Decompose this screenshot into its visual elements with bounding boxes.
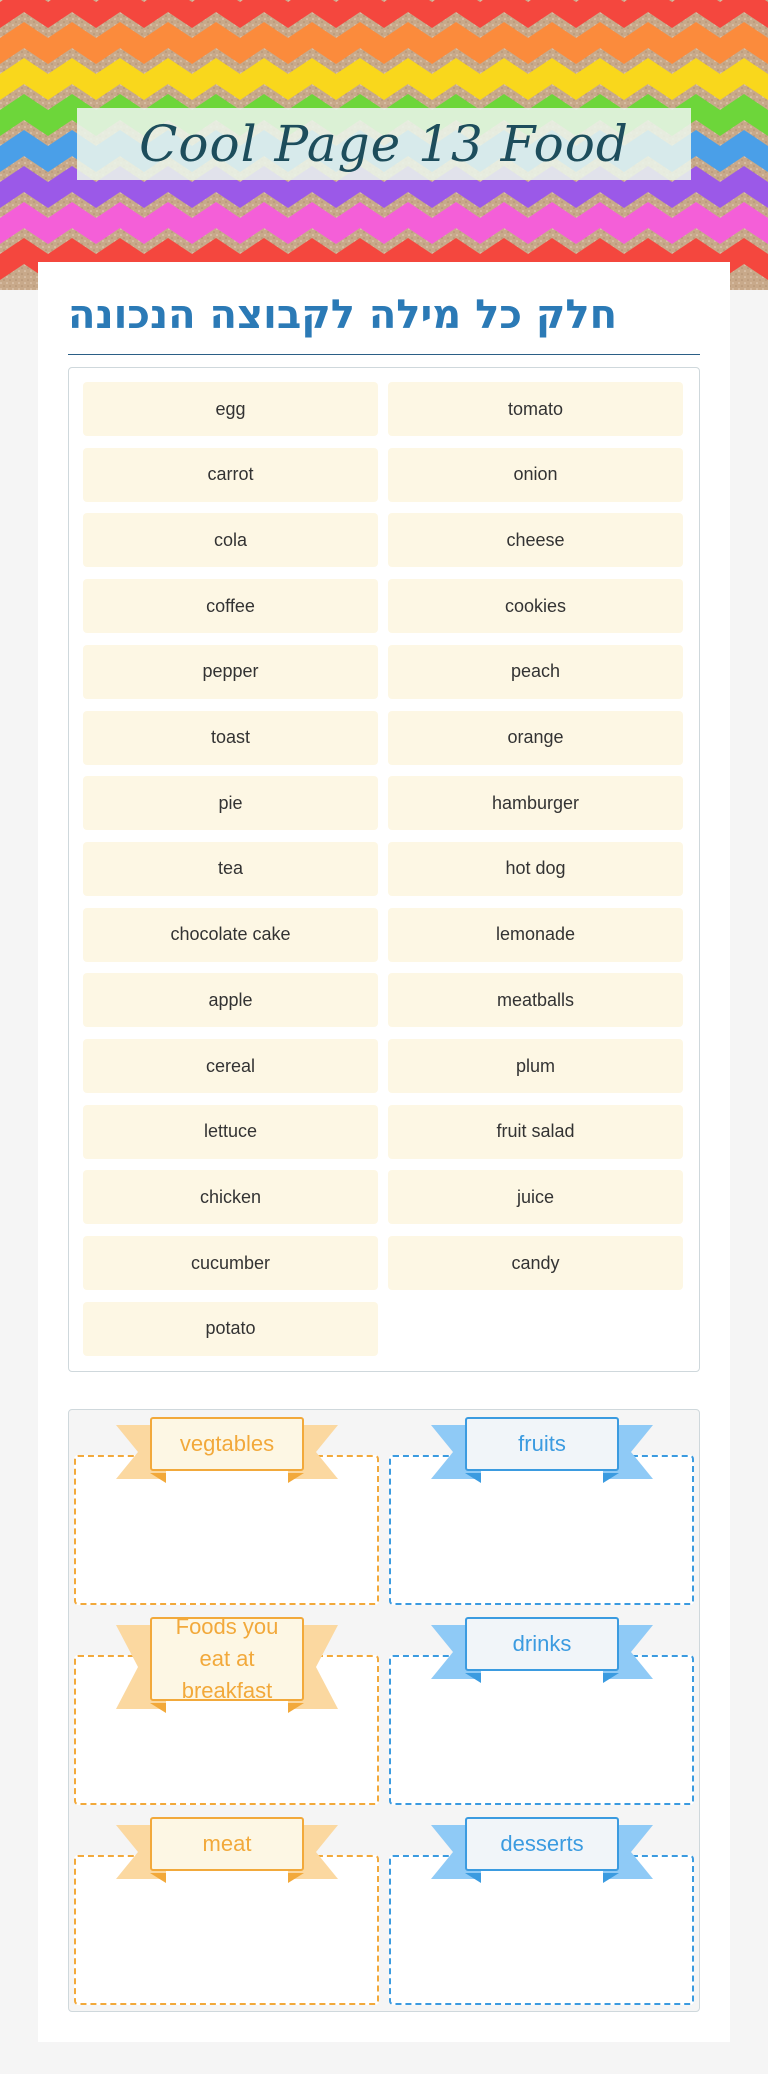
draggable-word[interactable]: meatballs bbox=[388, 973, 683, 1027]
group-label: drinks bbox=[465, 1617, 619, 1671]
draggable-word[interactable]: coffee bbox=[83, 579, 378, 633]
group-ribbon bbox=[431, 1617, 653, 1683]
draggable-word[interactable]: hot dog bbox=[388, 842, 683, 896]
group-ribbon bbox=[116, 1817, 338, 1883]
group-ribbon bbox=[431, 1817, 653, 1883]
draggable-word[interactable]: cereal bbox=[83, 1039, 378, 1093]
draggable-word[interactable]: onion bbox=[388, 448, 683, 502]
draggable-word[interactable]: lettuce bbox=[83, 1105, 378, 1159]
draggable-word[interactable]: tomato bbox=[388, 382, 683, 436]
group-ribbon bbox=[431, 1417, 653, 1483]
group-label: fruits bbox=[465, 1417, 619, 1471]
draggable-word[interactable]: orange bbox=[388, 711, 683, 765]
draggable-word[interactable]: tea bbox=[83, 842, 378, 896]
group-label: meat bbox=[150, 1817, 304, 1871]
draggable-word[interactable]: cookies bbox=[388, 579, 683, 633]
draggable-word[interactable]: hamburger bbox=[388, 776, 683, 830]
title-box bbox=[77, 108, 691, 180]
draggable-word[interactable]: apple bbox=[83, 973, 378, 1027]
word-bank bbox=[68, 367, 700, 1372]
draggable-word[interactable]: cheese bbox=[388, 513, 683, 567]
groups-area bbox=[68, 1409, 700, 2012]
group-label: Foods you eat at breakfast bbox=[150, 1617, 304, 1701]
draggable-word[interactable]: cucumber bbox=[83, 1236, 378, 1290]
draggable-word[interactable]: candy bbox=[388, 1236, 683, 1290]
group-label: vegtables bbox=[150, 1417, 304, 1471]
question-text: חלק כל מילה לקבוצה הנכונה bbox=[68, 292, 618, 338]
question-heading bbox=[68, 292, 700, 355]
draggable-word[interactable]: peach bbox=[388, 645, 683, 699]
draggable-word[interactable]: chicken bbox=[83, 1170, 378, 1224]
draggable-word[interactable]: toast bbox=[83, 711, 378, 765]
draggable-word[interactable]: chocolate cake bbox=[83, 908, 378, 962]
group-label: desserts bbox=[465, 1817, 619, 1871]
draggable-word[interactable]: carrot bbox=[83, 448, 378, 502]
worksheet-card bbox=[38, 262, 730, 2042]
draggable-word[interactable]: pepper bbox=[83, 645, 378, 699]
group-ribbon bbox=[116, 1417, 338, 1483]
draggable-word[interactable]: juice bbox=[388, 1170, 683, 1224]
group-ribbon bbox=[116, 1614, 338, 1703]
draggable-word[interactable]: pie bbox=[83, 776, 378, 830]
page-title: Cool Page 13 Food bbox=[139, 115, 629, 173]
draggable-word[interactable]: fruit salad bbox=[388, 1105, 683, 1159]
draggable-word[interactable]: cola bbox=[83, 513, 378, 567]
draggable-word[interactable]: egg bbox=[83, 382, 378, 436]
draggable-word[interactable]: potato bbox=[83, 1302, 378, 1356]
draggable-word[interactable]: lemonade bbox=[388, 908, 683, 962]
draggable-word[interactable]: plum bbox=[388, 1039, 683, 1093]
